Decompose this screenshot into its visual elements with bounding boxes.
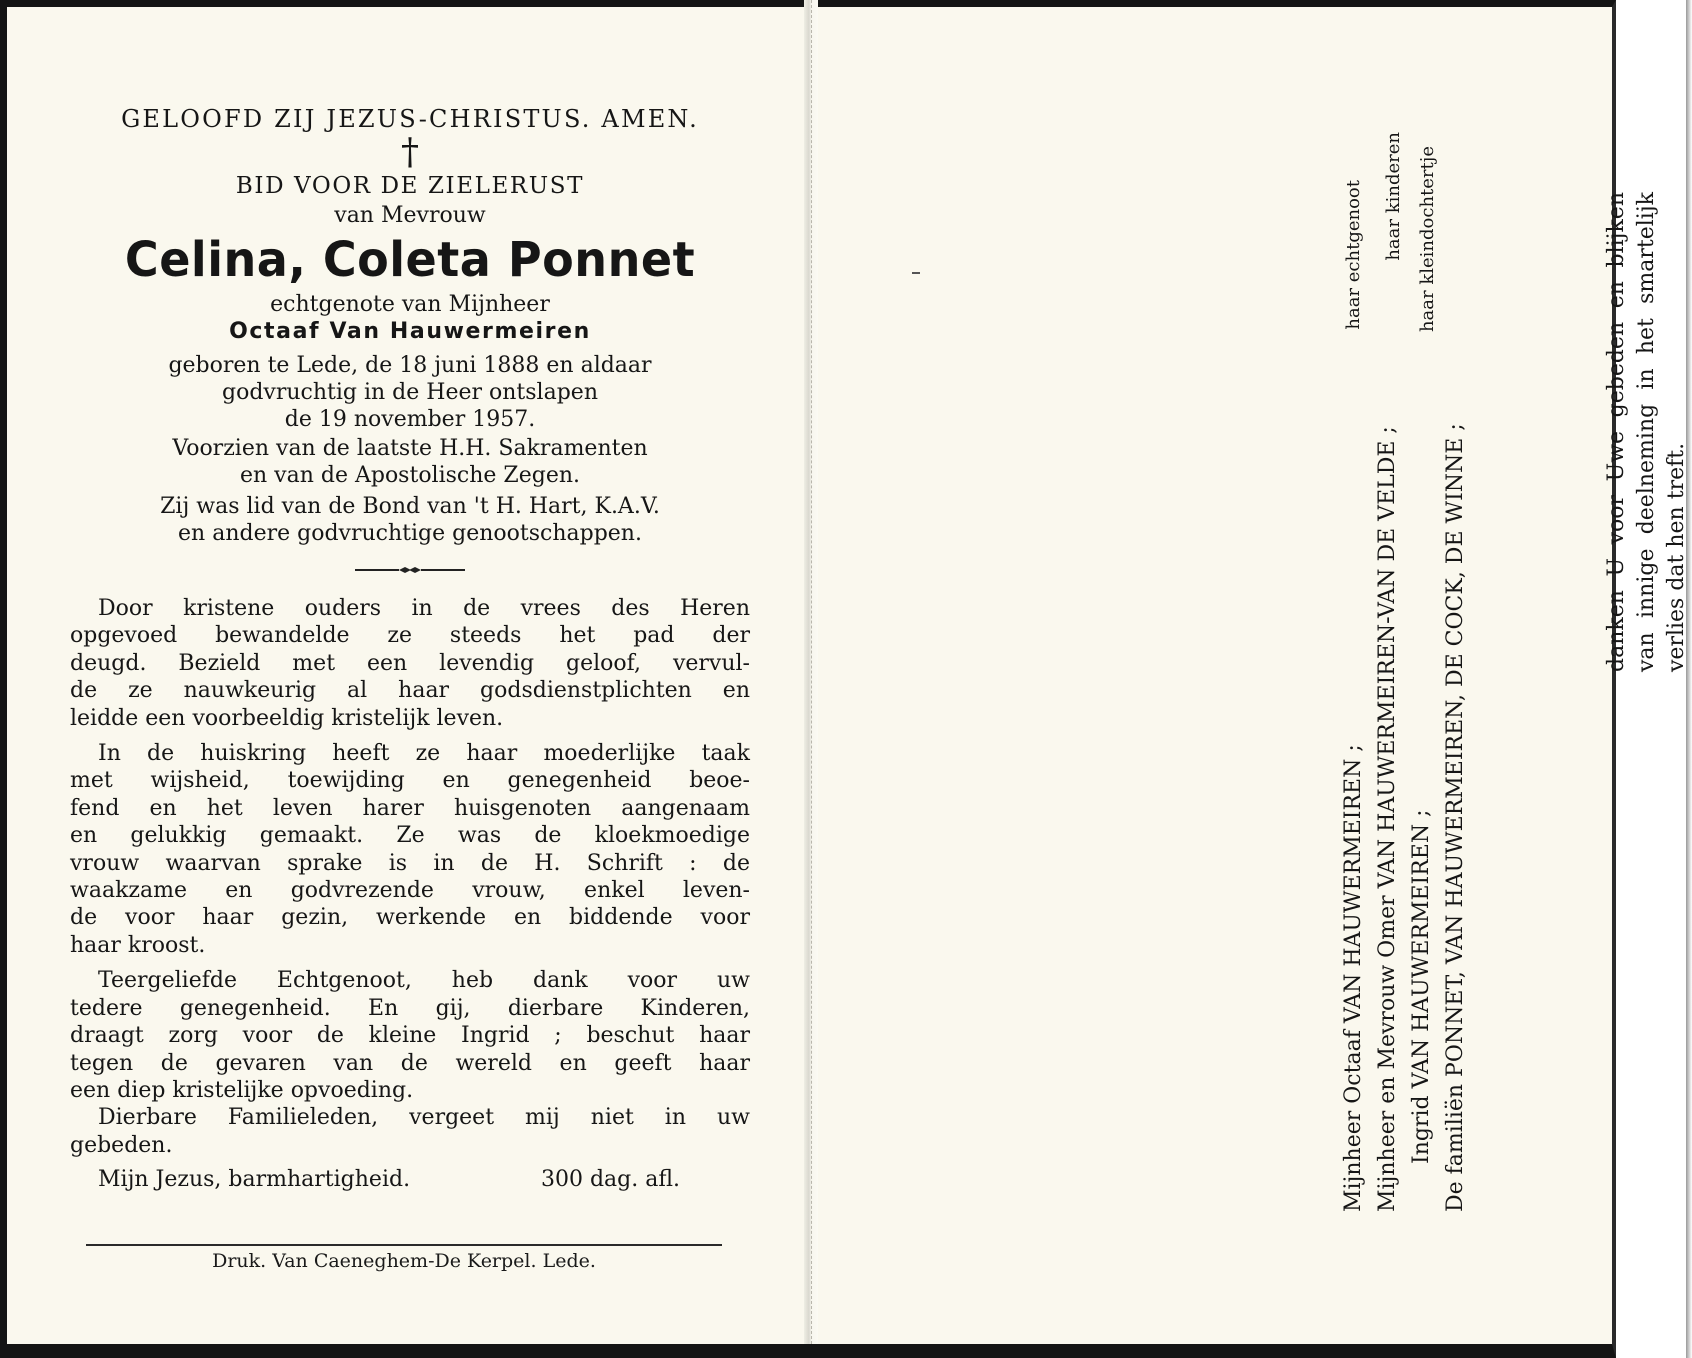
paragraph-line: fend en het leven harer huisgenoten aangenaam: [70, 795, 750, 821]
thanks-line: danken U voor Uwe gebeden en blijken: [1604, 192, 1629, 672]
membership-block: [70, 493, 750, 547]
paragraph-family: [70, 1104, 750, 1159]
paragraph-upbringing: [70, 595, 750, 732]
paragraph-household: [70, 740, 750, 959]
cross-icon: †: [401, 132, 419, 173]
paragraph-line: In de huiskring heeft ze haar moederlijke taak: [98, 741, 750, 767]
stray-mark: [912, 272, 920, 274]
paragraph-line: draagt zorg voor de kleine Ingrid ; beschut haar: [70, 1023, 750, 1049]
paragraph-line: haar kroost.: [70, 932, 206, 958]
mourner-row: [1408, 132, 1436, 1212]
left-panel: [70, 105, 750, 1195]
paragraph-line: Door kristene ouders in de vrees des Heren: [98, 596, 750, 621]
paragraph-line: de ze nauwkeurig al haar godsdienstplichten en: [70, 678, 750, 704]
indulgence-note: 300 dag. afl.: [540, 1167, 680, 1193]
card-fold-line: [811, 0, 813, 1344]
thanks-block: [1602, 192, 1692, 672]
mourner-row: [1442, 132, 1470, 1212]
paragraph-farewell: [70, 967, 750, 1104]
header-line: GELOOFD ZIJ JEZUS-CHRISTUS. AMEN.: [121, 105, 699, 133]
dates-block: [70, 352, 750, 433]
paragraph-line: en gelukkig gemaakt. Ze was de kloekmoedige: [70, 823, 750, 849]
mourner-name: Mijnheer en Mevrouw Omer VAN HAUWERMEIREN-VAN DE VELDE ;: [1375, 426, 1400, 1212]
paragraph-line: opgevoed bewandelde ze steeds het pad der: [70, 623, 750, 649]
sacraments-block: [70, 435, 750, 489]
paragraph-line: de voor haar gezin, werkende en biddende voor: [70, 905, 750, 931]
sacraments-line: en van de Apostolische Zegen.: [239, 463, 580, 488]
paragraph-line: Dierbare Familieleden, vergeet mij niet in uw: [98, 1105, 750, 1131]
mourner-row: [1340, 132, 1368, 1212]
mourner-role: haar echtgenoot: [1343, 180, 1364, 330]
mourner-role: haar kinderen: [1383, 132, 1404, 261]
spouse-name: Octaaf Van Hauwermeiren: [229, 319, 591, 344]
paragraph-line: met wijsheid, toewijding en genegenheid beoe-: [70, 768, 750, 794]
paragraph-line: Teergeliefde Echtgenoot, heb dank voor uw: [98, 968, 750, 994]
closing-line: [70, 1165, 750, 1195]
closing-prayer: Mijn Jezus, barmhartigheid.: [98, 1167, 411, 1193]
ornament-divider: [355, 565, 465, 575]
paragraph-line: deugd. Bezield met een levendig geloof, vervul-: [70, 650, 750, 676]
dates-line: godvruchtig in de Heer ontslapen: [222, 380, 598, 405]
printer-credit: Druk. Van Caeneghem-De Kerpel. Lede.: [212, 1250, 596, 1272]
paragraph-line: leidde een voorbeeldig kristelijk leven.: [70, 705, 504, 731]
paragraph-line: tedere genegenheid. En gij, dierbare Kinderen,: [70, 995, 750, 1021]
paragraph-line: waakzame en godvrezende vrouw, enkel leven-: [70, 878, 750, 904]
honorific-line: van Mevrouw: [334, 203, 486, 228]
paragraph-line: gebeden.: [70, 1132, 173, 1158]
mourner-role: haar kleindochtertje: [1417, 146, 1438, 333]
paragraph-line: vrouw waarvan sprake is in de H. Schrift : de: [70, 850, 750, 876]
mourner-name: De familiën PONNET, VAN HAUWERMEIREN, DE COCK, DE WINNE ;: [1443, 423, 1468, 1212]
membership-line: en andere godvruchtige genootschappen.: [178, 521, 642, 546]
mourner-name: Mijnheer Octaaf VAN HAUWERMEIREN ;: [1341, 744, 1366, 1212]
mourner-name: Ingrid VAN HAUWERMEIREN ;: [1409, 809, 1434, 1164]
membership-line: Zij was lid van de Bond van 't H. Hart, K.A.V.: [160, 494, 660, 519]
mourners-list: [1340, 132, 1470, 1212]
mourner-row: [1374, 132, 1402, 1212]
dates-line: geboren te Lede, de 18 juni 1888 en aldaar: [168, 353, 652, 378]
pray-line: BID VOOR DE ZIELERUST: [235, 173, 585, 199]
deceased-name: Celina, Coleta Ponnet: [124, 232, 696, 288]
printer-rule: [86, 1244, 722, 1246]
thanks-line: verlies dat hen treft.: [1664, 442, 1689, 672]
thanks-line: van innige deelneming in het smartelijk: [1634, 192, 1659, 672]
sacraments-line: Voorzien van de laatste H.H. Sakramenten: [172, 436, 648, 461]
dates-line: de 19 november 1957.: [284, 407, 536, 432]
paragraph-line: een diep kristelijke opvoeding.: [70, 1077, 414, 1103]
spouse-intro: echtgenote van Mijnheer: [270, 292, 550, 317]
paragraph-line: tegen de gevaren van de wereld en geeft haar: [70, 1050, 750, 1076]
